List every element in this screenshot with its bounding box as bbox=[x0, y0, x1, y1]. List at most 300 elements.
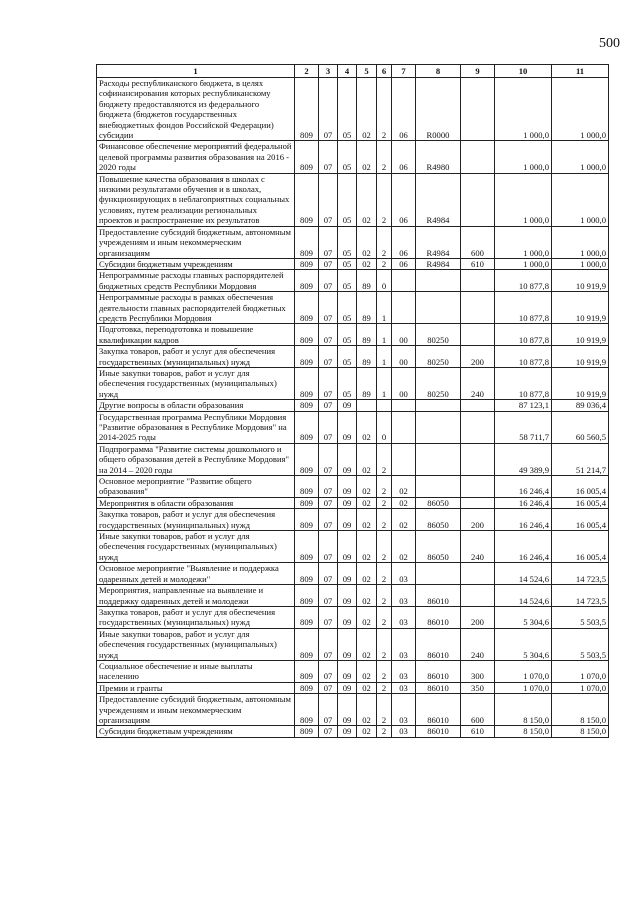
row-name: Основное мероприятие "Развитие общего образования" bbox=[97, 476, 295, 498]
event-code: 00 bbox=[392, 367, 416, 399]
header-cell: 11 bbox=[552, 65, 609, 78]
event-code bbox=[392, 411, 416, 443]
program-code: 02 bbox=[357, 628, 377, 660]
row-name: Основное мероприятие "Выявление и поддержка одаренных детей и молодежи" bbox=[97, 563, 295, 585]
event-code: 02 bbox=[392, 509, 416, 531]
row-name: Финансовое обеспечение мероприятий федеральной целевой программы развития образования на 2016 - 2020 годы bbox=[97, 141, 295, 173]
event-code: 03 bbox=[392, 682, 416, 693]
table-row bbox=[97, 628, 609, 660]
amount-year-1: 10 877,8 bbox=[495, 346, 552, 368]
expense-type-code bbox=[461, 443, 495, 475]
amount-year-2: 14 723,5 bbox=[552, 585, 609, 607]
section-code: 07 bbox=[319, 476, 338, 498]
table-body bbox=[97, 78, 609, 738]
section-code: 07 bbox=[319, 400, 338, 411]
table-row bbox=[97, 367, 609, 399]
section-code: 07 bbox=[319, 497, 338, 508]
program-code: 02 bbox=[357, 443, 377, 475]
admin-code: 809 bbox=[295, 694, 319, 726]
program-code: 02 bbox=[357, 694, 377, 726]
amount-year-1: 8 150,0 bbox=[495, 694, 552, 726]
direction-code bbox=[416, 292, 461, 324]
amount-year-1: 1 000,0 bbox=[495, 173, 552, 226]
direction-code: 80250 bbox=[416, 324, 461, 346]
row-name: Государственная программа Республики Мордовия "Развитие образования в Республике Мордовия" на 2014-2025 годы bbox=[97, 411, 295, 443]
program-code: 02 bbox=[357, 497, 377, 508]
admin-code: 809 bbox=[295, 324, 319, 346]
section-code: 07 bbox=[319, 411, 338, 443]
amount-year-2: 1 000,0 bbox=[552, 141, 609, 173]
program-code: 02 bbox=[357, 563, 377, 585]
admin-code: 809 bbox=[295, 628, 319, 660]
row-name: Подпрограмма "Развитие системы дошкольного и общего образования детей в Республике Мордовия" на 2014 – 2020 годы bbox=[97, 443, 295, 475]
row-name: Иные закупки товаров, работ и услуг для обеспечения государственных (муниципальных) нужд bbox=[97, 367, 295, 399]
row-name: Непрограммные расходы главных распорядителей бюджетных средств Республики Мордовия bbox=[97, 270, 295, 292]
amount-year-2: 10 919,9 bbox=[552, 367, 609, 399]
subprogram-code: 2 bbox=[377, 226, 392, 258]
table-row bbox=[97, 226, 609, 258]
header-cell: 3 bbox=[319, 65, 338, 78]
table-row bbox=[97, 78, 609, 141]
expense-type-code bbox=[461, 476, 495, 498]
subsection-code: 09 bbox=[338, 400, 357, 411]
subprogram-code: 1 bbox=[377, 367, 392, 399]
admin-code: 809 bbox=[295, 606, 319, 628]
subprogram-code: 2 bbox=[377, 258, 392, 269]
event-code bbox=[392, 400, 416, 411]
subsection-code: 05 bbox=[338, 346, 357, 368]
admin-code: 809 bbox=[295, 173, 319, 226]
expense-type-code: 600 bbox=[461, 226, 495, 258]
amount-year-2: 16 005,4 bbox=[552, 476, 609, 498]
event-code: 03 bbox=[392, 628, 416, 660]
admin-code: 809 bbox=[295, 443, 319, 475]
table-row bbox=[97, 411, 609, 443]
amount-year-1: 16 246,4 bbox=[495, 509, 552, 531]
direction-code: R4984 bbox=[416, 258, 461, 269]
admin-code: 809 bbox=[295, 476, 319, 498]
subprogram-code: 2 bbox=[377, 509, 392, 531]
expense-type-code: 240 bbox=[461, 628, 495, 660]
program-code: 02 bbox=[357, 531, 377, 563]
amount-year-2: 89 036,4 bbox=[552, 400, 609, 411]
direction-code bbox=[416, 563, 461, 585]
event-code: 02 bbox=[392, 531, 416, 563]
event-code: 06 bbox=[392, 173, 416, 226]
program-code: 02 bbox=[357, 78, 377, 141]
subsection-code: 09 bbox=[338, 660, 357, 682]
row-name: Социальное обеспечение и иные выплаты населению bbox=[97, 660, 295, 682]
event-code: 06 bbox=[392, 141, 416, 173]
table-row bbox=[97, 292, 609, 324]
subprogram-code: 2 bbox=[377, 585, 392, 607]
expense-type-code bbox=[461, 78, 495, 141]
row-name: Закупка товаров, работ и услуг для обеспечения государственных (муниципальных) нужд bbox=[97, 346, 295, 368]
subsection-code: 09 bbox=[338, 509, 357, 531]
admin-code: 809 bbox=[295, 411, 319, 443]
section-code: 07 bbox=[319, 509, 338, 531]
program-code: 89 bbox=[357, 346, 377, 368]
section-code: 07 bbox=[319, 682, 338, 693]
admin-code: 809 bbox=[295, 400, 319, 411]
event-code: 03 bbox=[392, 726, 416, 737]
expense-type-code: 610 bbox=[461, 726, 495, 737]
row-name: Субсидии бюджетным учреждениям bbox=[97, 258, 295, 269]
table-row bbox=[97, 346, 609, 368]
program-code: 02 bbox=[357, 226, 377, 258]
table-row bbox=[97, 270, 609, 292]
amount-year-1: 16 246,4 bbox=[495, 497, 552, 508]
subprogram-code: 2 bbox=[377, 660, 392, 682]
program-code bbox=[357, 400, 377, 411]
amount-year-1: 5 304,6 bbox=[495, 606, 552, 628]
amount-year-2: 16 005,4 bbox=[552, 531, 609, 563]
expense-type-code bbox=[461, 563, 495, 585]
section-code: 07 bbox=[319, 226, 338, 258]
amount-year-2: 1 000,0 bbox=[552, 173, 609, 226]
budget-table bbox=[96, 64, 609, 738]
subprogram-code: 2 bbox=[377, 531, 392, 563]
expense-type-code bbox=[461, 411, 495, 443]
amount-year-2: 1 000,0 bbox=[552, 226, 609, 258]
subprogram-code: 2 bbox=[377, 497, 392, 508]
program-code: 02 bbox=[357, 606, 377, 628]
table-header-row bbox=[97, 65, 609, 78]
subprogram-code: 2 bbox=[377, 694, 392, 726]
expense-type-code: 300 bbox=[461, 660, 495, 682]
direction-code: 80250 bbox=[416, 367, 461, 399]
subprogram-code: 2 bbox=[377, 682, 392, 693]
row-name: Мероприятия, направленные на выявление и поддержку одаренных детей и молодежи bbox=[97, 585, 295, 607]
amount-year-2: 1 070,0 bbox=[552, 682, 609, 693]
direction-code bbox=[416, 411, 461, 443]
direction-code: R4980 bbox=[416, 141, 461, 173]
amount-year-1: 1 000,0 bbox=[495, 258, 552, 269]
table-row bbox=[97, 400, 609, 411]
subsection-code: 05 bbox=[338, 367, 357, 399]
table-row bbox=[97, 606, 609, 628]
section-code: 07 bbox=[319, 628, 338, 660]
row-name: Субсидии бюджетным учреждениям bbox=[97, 726, 295, 737]
program-code: 89 bbox=[357, 367, 377, 399]
section-code: 07 bbox=[319, 173, 338, 226]
event-code bbox=[392, 292, 416, 324]
direction-code: 86050 bbox=[416, 531, 461, 563]
event-code: 03 bbox=[392, 606, 416, 628]
amount-year-2: 16 005,4 bbox=[552, 509, 609, 531]
direction-code: 86010 bbox=[416, 660, 461, 682]
header-cell: 6 bbox=[377, 65, 392, 78]
page-number: 500 bbox=[599, 36, 620, 51]
event-code: 06 bbox=[392, 258, 416, 269]
table-row bbox=[97, 476, 609, 498]
amount-year-1: 1 000,0 bbox=[495, 141, 552, 173]
subsection-code: 05 bbox=[338, 173, 357, 226]
row-name: Мероприятия в области образования bbox=[97, 497, 295, 508]
section-code: 07 bbox=[319, 78, 338, 141]
row-name: Повышение качества образования в школах с низкими результатами обучения и в школах, функционирующих в неблагоприятных социальных условиях, путем реализации региональных проектов и распространение их результатов bbox=[97, 173, 295, 226]
program-code: 89 bbox=[357, 292, 377, 324]
header-cell: 10 bbox=[495, 65, 552, 78]
amount-year-1: 1 000,0 bbox=[495, 226, 552, 258]
amount-year-1: 10 877,8 bbox=[495, 367, 552, 399]
section-code: 07 bbox=[319, 270, 338, 292]
subprogram-code: 0 bbox=[377, 270, 392, 292]
subsection-code: 09 bbox=[338, 411, 357, 443]
amount-year-1: 10 877,8 bbox=[495, 324, 552, 346]
direction-code: R4984 bbox=[416, 226, 461, 258]
section-code: 07 bbox=[319, 694, 338, 726]
event-code: 03 bbox=[392, 694, 416, 726]
admin-code: 809 bbox=[295, 78, 319, 141]
amount-year-2: 1 000,0 bbox=[552, 78, 609, 141]
amount-year-1: 16 246,4 bbox=[495, 476, 552, 498]
subsection-code: 05 bbox=[338, 270, 357, 292]
subsection-code: 09 bbox=[338, 694, 357, 726]
subsection-code: 09 bbox=[338, 476, 357, 498]
table-row bbox=[97, 141, 609, 173]
subprogram-code: 2 bbox=[377, 78, 392, 141]
admin-code: 809 bbox=[295, 141, 319, 173]
event-code: 06 bbox=[392, 226, 416, 258]
expense-type-code bbox=[461, 400, 495, 411]
amount-year-2: 10 919,9 bbox=[552, 346, 609, 368]
expense-type-code: 200 bbox=[461, 606, 495, 628]
row-name: Иные закупки товаров, работ и услуг для обеспечения государственных (муниципальных) нужд bbox=[97, 628, 295, 660]
section-code: 07 bbox=[319, 660, 338, 682]
admin-code: 809 bbox=[295, 226, 319, 258]
header-cell: 7 bbox=[392, 65, 416, 78]
expense-type-code bbox=[461, 292, 495, 324]
expense-type-code bbox=[461, 270, 495, 292]
expense-type-code: 350 bbox=[461, 682, 495, 693]
amount-year-1: 16 246,4 bbox=[495, 531, 552, 563]
section-code: 07 bbox=[319, 585, 338, 607]
subsection-code: 09 bbox=[338, 585, 357, 607]
table-row bbox=[97, 173, 609, 226]
row-name: Закупка товаров, работ и услуг для обеспечения государственных (муниципальных) нужд bbox=[97, 509, 295, 531]
table-row bbox=[97, 497, 609, 508]
program-code: 02 bbox=[357, 682, 377, 693]
admin-code: 809 bbox=[295, 258, 319, 269]
program-code: 02 bbox=[357, 173, 377, 226]
amount-year-1: 49 389,9 bbox=[495, 443, 552, 475]
section-code: 07 bbox=[319, 141, 338, 173]
subsection-code: 09 bbox=[338, 628, 357, 660]
direction-code bbox=[416, 400, 461, 411]
subsection-code: 05 bbox=[338, 292, 357, 324]
expense-type-code bbox=[461, 324, 495, 346]
amount-year-2: 10 919,9 bbox=[552, 324, 609, 346]
direction-code: 86050 bbox=[416, 497, 461, 508]
amount-year-1: 10 877,8 bbox=[495, 292, 552, 324]
program-code: 89 bbox=[357, 324, 377, 346]
row-name: Другие вопросы в области образования bbox=[97, 400, 295, 411]
row-name: Непрограммные расходы в рамках обеспечения деятельности главных распорядителей бюджетных средств Республики Мордовия bbox=[97, 292, 295, 324]
amount-year-1: 5 304,6 bbox=[495, 628, 552, 660]
direction-code bbox=[416, 443, 461, 475]
section-code: 07 bbox=[319, 258, 338, 269]
subprogram-code: 2 bbox=[377, 628, 392, 660]
amount-year-2: 10 919,9 bbox=[552, 270, 609, 292]
subprogram-code: 2 bbox=[377, 606, 392, 628]
header-cell: 8 bbox=[416, 65, 461, 78]
program-code: 02 bbox=[357, 726, 377, 737]
expense-type-code bbox=[461, 141, 495, 173]
amount-year-1: 10 877,8 bbox=[495, 270, 552, 292]
amount-year-2: 1 000,0 bbox=[552, 258, 609, 269]
program-code: 02 bbox=[357, 660, 377, 682]
expense-type-code bbox=[461, 585, 495, 607]
row-name: Закупка товаров, работ и услуг для обеспечения государственных (муниципальных) нужд bbox=[97, 606, 295, 628]
table-row bbox=[97, 682, 609, 693]
row-name: Предоставление субсидий бюджетным, автономным учреждениям и иным некоммерческим организациям bbox=[97, 694, 295, 726]
amount-year-2: 8 150,0 bbox=[552, 694, 609, 726]
direction-code bbox=[416, 270, 461, 292]
expense-type-code: 200 bbox=[461, 509, 495, 531]
subsection-code: 05 bbox=[338, 141, 357, 173]
admin-code: 809 bbox=[295, 292, 319, 324]
subprogram-code: 2 bbox=[377, 726, 392, 737]
amount-year-2: 16 005,4 bbox=[552, 497, 609, 508]
header-cell: 2 bbox=[295, 65, 319, 78]
expense-type-code bbox=[461, 497, 495, 508]
subprogram-code: 1 bbox=[377, 324, 392, 346]
expense-type-code: 240 bbox=[461, 531, 495, 563]
header-cell: 9 bbox=[461, 65, 495, 78]
table-row bbox=[97, 660, 609, 682]
amount-year-1: 1 070,0 bbox=[495, 660, 552, 682]
amount-year-2: 10 919,9 bbox=[552, 292, 609, 324]
subsection-code: 09 bbox=[338, 726, 357, 737]
table-row bbox=[97, 509, 609, 531]
amount-year-1: 8 150,0 bbox=[495, 726, 552, 737]
section-code: 07 bbox=[319, 292, 338, 324]
amount-year-1: 87 123,1 bbox=[495, 400, 552, 411]
header-cell: 4 bbox=[338, 65, 357, 78]
subsection-code: 05 bbox=[338, 226, 357, 258]
table-row bbox=[97, 694, 609, 726]
direction-code: 86010 bbox=[416, 682, 461, 693]
table-row bbox=[97, 563, 609, 585]
program-code: 02 bbox=[357, 476, 377, 498]
expense-type-code: 610 bbox=[461, 258, 495, 269]
admin-code: 809 bbox=[295, 270, 319, 292]
subsection-code: 05 bbox=[338, 78, 357, 141]
admin-code: 809 bbox=[295, 726, 319, 737]
section-code: 07 bbox=[319, 443, 338, 475]
admin-code: 809 bbox=[295, 346, 319, 368]
subprogram-code bbox=[377, 400, 392, 411]
direction-code: 86010 bbox=[416, 694, 461, 726]
section-code: 07 bbox=[319, 563, 338, 585]
subprogram-code: 2 bbox=[377, 443, 392, 475]
event-code: 06 bbox=[392, 78, 416, 141]
subprogram-code: 2 bbox=[377, 173, 392, 226]
subsection-code: 09 bbox=[338, 531, 357, 563]
subsection-code: 09 bbox=[338, 682, 357, 693]
subsection-code: 05 bbox=[338, 324, 357, 346]
table-row bbox=[97, 531, 609, 563]
admin-code: 809 bbox=[295, 531, 319, 563]
direction-code: 86010 bbox=[416, 606, 461, 628]
row-name: Премии и гранты bbox=[97, 682, 295, 693]
amount-year-1: 58 711,7 bbox=[495, 411, 552, 443]
subprogram-code: 2 bbox=[377, 141, 392, 173]
section-code: 07 bbox=[319, 324, 338, 346]
amount-year-1: 14 524,6 bbox=[495, 563, 552, 585]
program-code: 89 bbox=[357, 270, 377, 292]
subprogram-code: 2 bbox=[377, 476, 392, 498]
direction-code: 86050 bbox=[416, 509, 461, 531]
admin-code: 809 bbox=[295, 509, 319, 531]
table-row bbox=[97, 585, 609, 607]
event-code: 03 bbox=[392, 585, 416, 607]
header-cell: 1 bbox=[97, 65, 295, 78]
amount-year-2: 8 150,0 bbox=[552, 726, 609, 737]
event-code: 02 bbox=[392, 476, 416, 498]
event-code bbox=[392, 270, 416, 292]
amount-year-2: 5 503,5 bbox=[552, 606, 609, 628]
amount-year-2: 1 070,0 bbox=[552, 660, 609, 682]
table-row bbox=[97, 324, 609, 346]
event-code: 03 bbox=[392, 660, 416, 682]
table-row bbox=[97, 443, 609, 475]
amount-year-1: 14 524,6 bbox=[495, 585, 552, 607]
row-name: Расходы республиканского бюджета, в целях софинансирования которых республиканскому бюджету предоставляются из федерального бюджета (бюджетов государственных внебюджетных фондов Российской Федерации) субсидии bbox=[97, 78, 295, 141]
section-code: 07 bbox=[319, 531, 338, 563]
subsection-code: 05 bbox=[338, 258, 357, 269]
amount-year-1: 1 000,0 bbox=[495, 78, 552, 141]
subprogram-code: 0 bbox=[377, 411, 392, 443]
program-code: 02 bbox=[357, 258, 377, 269]
subprogram-code: 1 bbox=[377, 346, 392, 368]
direction-code: 86010 bbox=[416, 585, 461, 607]
direction-code: 86010 bbox=[416, 726, 461, 737]
row-name: Иные закупки товаров, работ и услуг для обеспечения государственных (муниципальных) нужд bbox=[97, 531, 295, 563]
table-row bbox=[97, 726, 609, 737]
amount-year-2: 5 503,5 bbox=[552, 628, 609, 660]
admin-code: 809 bbox=[295, 497, 319, 508]
header-cell: 5 bbox=[357, 65, 377, 78]
admin-code: 809 bbox=[295, 660, 319, 682]
expense-type-code bbox=[461, 173, 495, 226]
program-code: 02 bbox=[357, 585, 377, 607]
event-code: 02 bbox=[392, 497, 416, 508]
section-code: 07 bbox=[319, 367, 338, 399]
amount-year-2: 14 723,5 bbox=[552, 563, 609, 585]
row-name: Подготовка, переподготовка и повышение квалификации кадров bbox=[97, 324, 295, 346]
row-name: Предоставление субсидий бюджетным, автономным учреждениям и иным некоммерческим организациям bbox=[97, 226, 295, 258]
subsection-code: 09 bbox=[338, 497, 357, 508]
amount-year-2: 60 560,5 bbox=[552, 411, 609, 443]
direction-code: 86010 bbox=[416, 628, 461, 660]
direction-code: R4984 bbox=[416, 173, 461, 226]
program-code: 02 bbox=[357, 509, 377, 531]
section-code: 07 bbox=[319, 606, 338, 628]
direction-code: R0000 bbox=[416, 78, 461, 141]
direction-code: 80250 bbox=[416, 346, 461, 368]
table-row bbox=[97, 258, 609, 269]
expense-type-code: 240 bbox=[461, 367, 495, 399]
event-code: 00 bbox=[392, 346, 416, 368]
expense-type-code: 200 bbox=[461, 346, 495, 368]
event-code bbox=[392, 443, 416, 475]
admin-code: 809 bbox=[295, 682, 319, 693]
subprogram-code: 1 bbox=[377, 292, 392, 324]
section-code: 07 bbox=[319, 346, 338, 368]
event-code: 00 bbox=[392, 324, 416, 346]
